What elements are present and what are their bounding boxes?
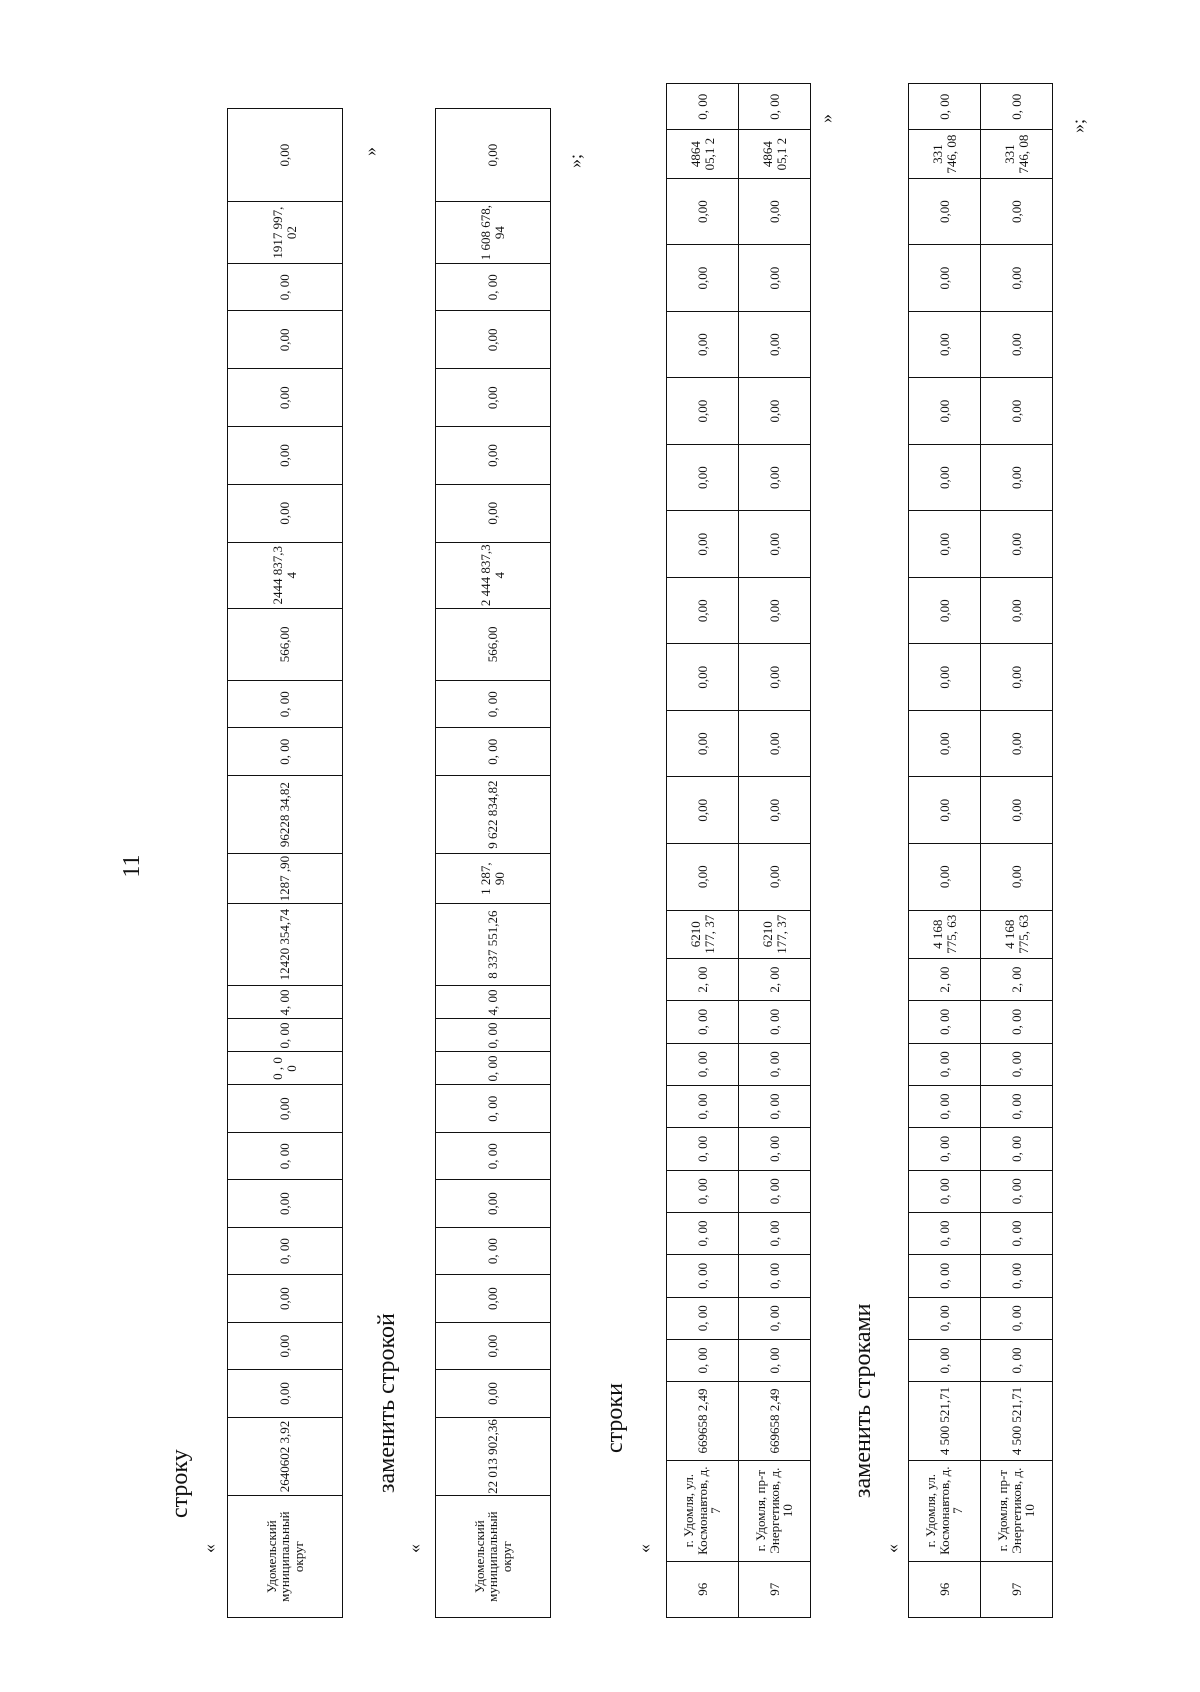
value-cell: 2, 00 bbox=[909, 958, 981, 1000]
value-cell: 4, 00 bbox=[228, 986, 343, 1019]
value-cell: 0,00 bbox=[909, 311, 981, 378]
value-cell: 0,00 bbox=[228, 1322, 343, 1369]
value-cell: 0,00 bbox=[909, 644, 981, 711]
data-table bbox=[227, 108, 343, 1618]
table-row bbox=[909, 84, 981, 1618]
value-cell: 0, 00 bbox=[228, 1019, 343, 1052]
value-cell: 9 622 834,82 bbox=[436, 775, 551, 853]
value-cell: 0, 00 bbox=[909, 1297, 981, 1339]
value-cell: 8 337 551,26 bbox=[436, 903, 551, 986]
value-cell: 0,00 bbox=[739, 245, 811, 312]
value-cell: 0,00 bbox=[667, 511, 739, 578]
value-cell: 4 168 775, 63 bbox=[981, 910, 1053, 958]
value-cell: 0,00 bbox=[739, 378, 811, 445]
value-cell: 96228 34,82 bbox=[228, 775, 343, 853]
value-cell: 0, 00 bbox=[981, 1128, 1053, 1170]
value-cell: 0,00 bbox=[981, 245, 1053, 312]
value-cell: 0, 00 bbox=[667, 1043, 739, 1085]
value-cell: 0, 00 bbox=[739, 1128, 811, 1170]
value-cell: 0,00 bbox=[436, 311, 551, 369]
value-cell: 0, 00 bbox=[981, 1339, 1053, 1381]
value-cell: 0, 00 bbox=[436, 1132, 551, 1179]
value-cell: 0, 00 bbox=[436, 728, 551, 775]
value-cell: 4 168 775, 63 bbox=[909, 910, 981, 958]
value-cell: 0, 00 bbox=[981, 1043, 1053, 1085]
close-quote: »; bbox=[565, 153, 585, 168]
value-cell: 0,00 bbox=[981, 710, 1053, 777]
value-cell: 0,00 bbox=[667, 378, 739, 445]
value-cell: 0, 00 bbox=[436, 264, 551, 311]
address-cell: г. Удомля, ул. Космонавтов, д. 7 bbox=[909, 1460, 981, 1561]
table-row bbox=[739, 84, 811, 1618]
value-cell: 0,00 bbox=[436, 427, 551, 485]
value-cell: 0,00 bbox=[667, 844, 739, 911]
value-cell: 0,00 bbox=[909, 511, 981, 578]
value-cell: 0, 00 bbox=[228, 264, 343, 311]
value-cell: 0, 00 bbox=[909, 84, 981, 130]
value-cell: 331 746, 08 bbox=[981, 130, 1053, 178]
value-cell: 0,00 bbox=[739, 577, 811, 644]
address-cell: г. Удомля, пр-т Энергетиков, д. 10 bbox=[981, 1460, 1053, 1561]
value-cell: 0, 00 bbox=[739, 1085, 811, 1127]
data-table bbox=[435, 108, 551, 1618]
value-cell: 0, 00 bbox=[667, 1339, 739, 1381]
value-cell: 1917 997, 02 bbox=[228, 202, 343, 264]
value-cell: 0, 00 bbox=[667, 84, 739, 130]
value-cell: 0, 00 bbox=[981, 1212, 1053, 1254]
value-cell: 0,00 bbox=[909, 178, 981, 245]
value-cell: 0,00 bbox=[739, 311, 811, 378]
value-cell: 0,00 bbox=[739, 178, 811, 245]
value-cell: 0, 00 bbox=[981, 1085, 1053, 1127]
value-cell: 4864 05,1 2 bbox=[739, 130, 811, 178]
value-cell: 0,00 bbox=[981, 378, 1053, 445]
value-cell: 0,00 bbox=[909, 577, 981, 644]
value-cell: 0, 00 bbox=[436, 680, 551, 727]
value-cell: 0, 00 bbox=[909, 1170, 981, 1212]
value-cell: 0,00 bbox=[436, 109, 551, 202]
value-cell: 331 746, 08 bbox=[909, 130, 981, 178]
value-cell: 0, 00 bbox=[228, 1132, 343, 1179]
data-table bbox=[666, 83, 811, 1618]
value-cell: 0,00 bbox=[909, 710, 981, 777]
data-table bbox=[908, 83, 1053, 1618]
address-cell: г. Удомля, пр-т Энергетиков, д. 10 bbox=[739, 1460, 811, 1561]
row-number-cell: 97 bbox=[739, 1561, 811, 1617]
value-cell: 0, 00 bbox=[981, 1297, 1053, 1339]
value-cell: 6210 177, 37 bbox=[739, 910, 811, 958]
value-cell: 0,00 bbox=[667, 178, 739, 245]
value-cell: 0,00 bbox=[436, 369, 551, 427]
value-cell: 0,00 bbox=[228, 1275, 343, 1322]
value-cell: 669658 2,49 bbox=[667, 1382, 739, 1461]
value-cell: 0,00 bbox=[667, 311, 739, 378]
value-cell: 0,00 bbox=[228, 1180, 343, 1227]
section-label: строку bbox=[167, 1449, 193, 1518]
table-row bbox=[981, 84, 1053, 1618]
value-cell: 0, 00 bbox=[739, 1297, 811, 1339]
value-cell: 0, 00 bbox=[909, 1128, 981, 1170]
value-cell: 0,00 bbox=[667, 710, 739, 777]
value-cell: 0, 00 bbox=[667, 1297, 739, 1339]
value-cell: 0,00 bbox=[667, 245, 739, 312]
value-cell: 0,00 bbox=[739, 511, 811, 578]
value-cell: 0,00 bbox=[909, 844, 981, 911]
value-cell: 0,00 bbox=[739, 710, 811, 777]
value-cell: 0, 00 bbox=[667, 1255, 739, 1297]
close-quote: » bbox=[360, 147, 380, 156]
value-cell: 2640602 3,92 bbox=[228, 1417, 343, 1495]
value-cell: 4 500 521,71 bbox=[981, 1382, 1053, 1461]
value-cell: 0, 00 bbox=[667, 1212, 739, 1254]
value-cell: 0,00 bbox=[739, 644, 811, 711]
table-row bbox=[436, 109, 551, 1618]
open-quote: « bbox=[199, 1544, 219, 1553]
value-cell: 0, 00 bbox=[909, 1085, 981, 1127]
value-cell: 0,00 bbox=[739, 444, 811, 511]
value-cell: 0, 00 bbox=[667, 1001, 739, 1043]
value-cell: 0,00 bbox=[436, 1180, 551, 1227]
value-cell: 12420 354,74 bbox=[228, 903, 343, 986]
close-quote: »; bbox=[1068, 118, 1088, 133]
value-cell: 0,00 bbox=[667, 444, 739, 511]
value-cell: 0, 00 bbox=[667, 1170, 739, 1212]
value-cell: 0,00 bbox=[909, 777, 981, 844]
value-cell: 2, 00 bbox=[739, 958, 811, 1000]
value-cell: 0,00 bbox=[667, 777, 739, 844]
value-cell: 0,00 bbox=[909, 245, 981, 312]
open-quote: « bbox=[404, 1544, 424, 1553]
section-label: заменить строкой bbox=[374, 1313, 400, 1493]
value-cell: 0,00 bbox=[981, 644, 1053, 711]
value-cell: 1 608 678, 94 bbox=[436, 202, 551, 264]
value-cell: 0,00 bbox=[981, 511, 1053, 578]
value-cell: 1 287, 90 bbox=[436, 854, 551, 904]
row-number-cell: 96 bbox=[667, 1561, 739, 1617]
value-cell: 0, 00 bbox=[981, 1001, 1053, 1043]
table-row bbox=[667, 84, 739, 1618]
close-quote: » bbox=[816, 114, 836, 123]
value-cell: 0, 00 bbox=[436, 1019, 551, 1052]
value-cell: 0,00 bbox=[981, 444, 1053, 511]
value-cell: 566,00 bbox=[228, 608, 343, 680]
value-cell: 0, 00 bbox=[909, 1043, 981, 1085]
value-cell: 0,00 bbox=[228, 369, 343, 427]
value-cell: 0,00 bbox=[228, 484, 343, 542]
value-cell: 2 444 837,3 4 bbox=[436, 542, 551, 608]
value-cell: 0, 00 bbox=[739, 1170, 811, 1212]
value-cell: 0,00 bbox=[981, 844, 1053, 911]
value-cell: 0,00 bbox=[667, 577, 739, 644]
address-cell: Удомельский муниципальный округ bbox=[228, 1496, 343, 1618]
value-cell: 0, 00 bbox=[739, 1001, 811, 1043]
value-cell: 0,00 bbox=[228, 1085, 343, 1132]
value-cell: 566,00 bbox=[436, 608, 551, 680]
value-cell: 0, 00 bbox=[739, 1255, 811, 1297]
value-cell: 0,00 bbox=[909, 444, 981, 511]
value-cell: 4, 00 bbox=[436, 986, 551, 1019]
open-quote: « bbox=[882, 1544, 902, 1553]
value-cell: 4 500 521,71 bbox=[909, 1382, 981, 1461]
value-cell: 0, 00 bbox=[981, 1255, 1053, 1297]
value-cell: 0, 00 bbox=[739, 1212, 811, 1254]
value-cell: 0,00 bbox=[228, 311, 343, 369]
table-row bbox=[228, 109, 343, 1618]
value-cell: 0, 00 bbox=[909, 1212, 981, 1254]
value-cell: 0,00 bbox=[739, 844, 811, 911]
value-cell: 0,00 bbox=[228, 427, 343, 485]
value-cell: 0,00 bbox=[436, 1370, 551, 1417]
value-cell: 0, 00 bbox=[739, 1339, 811, 1381]
value-cell: 0, 00 bbox=[909, 1255, 981, 1297]
value-cell: 0, 00 bbox=[981, 1170, 1053, 1212]
value-cell: 0,00 bbox=[981, 311, 1053, 378]
value-cell: 0, 00 bbox=[981, 84, 1053, 130]
value-cell: 0, 00 bbox=[909, 1001, 981, 1043]
value-cell: 0,00 bbox=[436, 484, 551, 542]
value-cell: 4864 05,1 2 bbox=[667, 130, 739, 178]
section-label: строки bbox=[602, 1383, 628, 1453]
value-cell: 0,00 bbox=[909, 378, 981, 445]
value-cell: 2, 00 bbox=[981, 958, 1053, 1000]
section-label: заменить строками bbox=[850, 1303, 876, 1498]
value-cell: 2444 837,3 4 bbox=[228, 542, 343, 608]
value-cell: 0,00 bbox=[739, 777, 811, 844]
row-number-cell: 96 bbox=[909, 1561, 981, 1617]
value-cell: 0,00 bbox=[981, 777, 1053, 844]
value-cell: 0,00 bbox=[436, 1275, 551, 1322]
value-cell: 0, 00 bbox=[667, 1085, 739, 1127]
value-cell: 0, 00 bbox=[436, 1085, 551, 1132]
value-cell: 0, 00 bbox=[436, 1052, 551, 1085]
address-cell: Удомельский муниципальный округ bbox=[436, 1496, 551, 1618]
value-cell: 0, 00 bbox=[228, 1227, 343, 1274]
value-cell: 0,00 bbox=[228, 109, 343, 202]
value-cell: 0, 00 bbox=[667, 1128, 739, 1170]
value-cell: 0,00 bbox=[228, 1370, 343, 1417]
address-cell: г. Удомля, ул. Космонавтов, д. 7 bbox=[667, 1460, 739, 1561]
page-number: 11 bbox=[119, 854, 145, 878]
value-cell: 0, 00 bbox=[228, 728, 343, 775]
value-cell: 0, 00 bbox=[909, 1339, 981, 1381]
value-cell: 0, 00 bbox=[436, 1227, 551, 1274]
value-cell: 1287 ,90 bbox=[228, 854, 343, 904]
value-cell: 0, 00 bbox=[739, 1043, 811, 1085]
value-cell: 0, 00 bbox=[228, 680, 343, 727]
value-cell: 0 , 0 0 bbox=[228, 1052, 343, 1085]
value-cell: 0,00 bbox=[981, 178, 1053, 245]
value-cell: 669658 2,49 bbox=[739, 1382, 811, 1461]
value-cell: 6210 177, 37 bbox=[667, 910, 739, 958]
row-number-cell: 97 bbox=[981, 1561, 1053, 1617]
value-cell: 0, 00 bbox=[739, 84, 811, 130]
open-quote: « bbox=[634, 1544, 654, 1553]
value-cell: 0,00 bbox=[436, 1322, 551, 1369]
value-cell: 2, 00 bbox=[667, 958, 739, 1000]
value-cell: 22 013 902,36 bbox=[436, 1417, 551, 1495]
value-cell: 0,00 bbox=[667, 644, 739, 711]
value-cell: 0,00 bbox=[981, 577, 1053, 644]
